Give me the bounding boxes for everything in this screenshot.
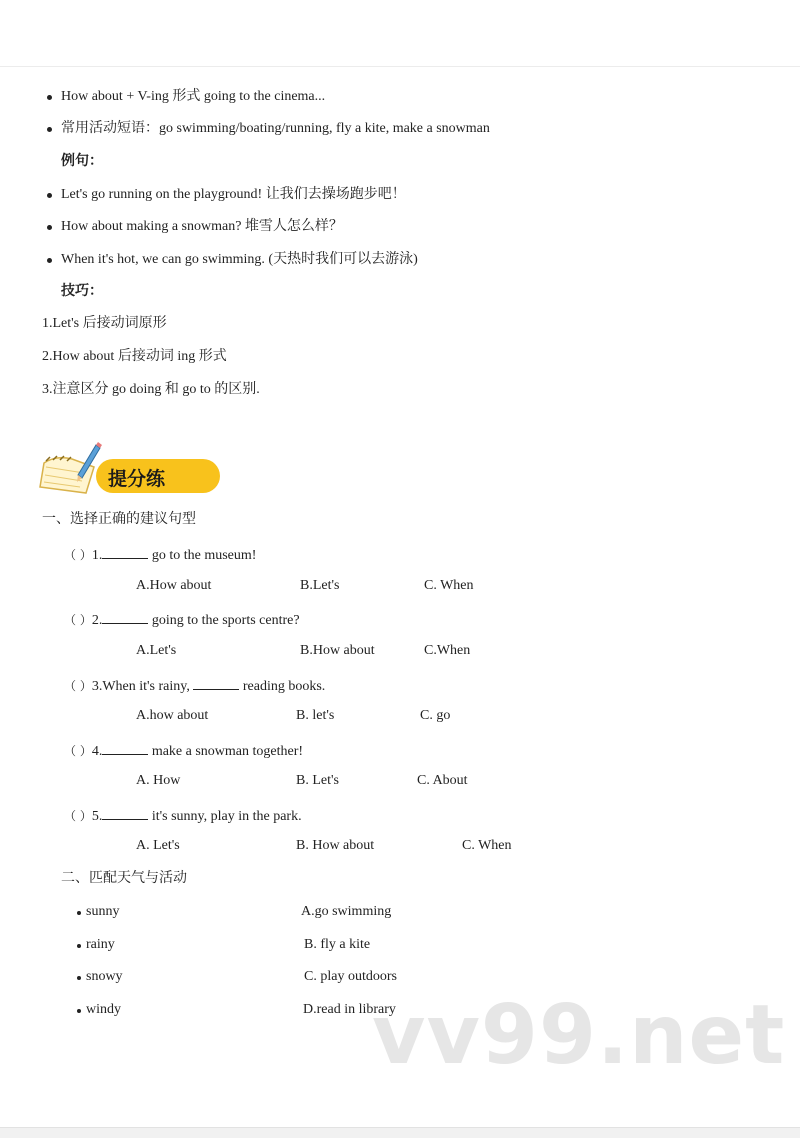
tips-heading: 技巧： (61, 284, 103, 299)
examples-heading: 例句： (61, 154, 103, 169)
question-number: 5. (91, 809, 103, 824)
answer-blank[interactable] (102, 805, 148, 820)
weather-item[interactable]: rainy (86, 937, 115, 952)
option-c[interactable]: C. When (462, 838, 512, 853)
bullet-dot (47, 225, 52, 230)
option-b[interactable]: B. Let's (296, 773, 339, 788)
answer-blank[interactable] (102, 740, 148, 755)
answer-blank[interactable] (102, 544, 148, 559)
question-4 (64, 740, 303, 761)
activity-item[interactable]: A.go swimming (301, 904, 392, 919)
option-b[interactable]: B. let's (296, 708, 335, 723)
bullet-dot (47, 193, 52, 198)
question-text-after: going to the sports centre? (148, 613, 300, 628)
note-bullet-2: 常用活动短语：go swimming/boating/running, fly a kite, make a snowman (61, 121, 490, 136)
weather-item[interactable]: snowy (86, 969, 123, 984)
weather-item[interactable]: windy (86, 1002, 121, 1017)
question-number: 2. (91, 613, 103, 628)
question-text-before: When it's rainy, (102, 679, 194, 694)
bullet-dot (77, 944, 81, 948)
question-text-after: it's sunny, play in the park. (148, 809, 302, 824)
practice-banner (36, 437, 192, 499)
activity-item[interactable]: B. fly a kite (304, 937, 371, 952)
option-b[interactable]: B.Let's (300, 578, 340, 593)
option-b[interactable]: B. How about (296, 838, 375, 853)
answer-blank[interactable] (102, 609, 148, 624)
question-text-after: make a snowman together! (148, 744, 304, 759)
question-1 (64, 544, 256, 565)
answer-bracket[interactable]: （ ） (64, 613, 92, 627)
tip-1: 1.Let's 后接动词原形 (42, 316, 167, 331)
section2-heading: 二、匹配天气与活动 (61, 871, 187, 886)
answer-bracket[interactable]: （ ） (64, 809, 92, 823)
option-c[interactable]: C.When (424, 643, 471, 658)
watermark: vv99.net (372, 988, 786, 1083)
bullet-dot (77, 1009, 81, 1013)
question-2 (64, 609, 300, 630)
example-3: When it's hot, we can go swimming. (天热时我们可以去游泳) (61, 252, 418, 267)
question-text-after: reading books. (239, 679, 326, 694)
example-1: Let's go running on the playground! 让我们去操场跑步吧！ (61, 187, 406, 202)
answer-blank[interactable] (193, 675, 239, 690)
bottom-divider (0, 1127, 800, 1138)
note-bullet-1: How about + V-ing 形式 going to the cinema... (61, 89, 326, 104)
option-c[interactable]: C. About (417, 773, 468, 788)
weather-item[interactable]: sunny (86, 904, 120, 919)
option-a[interactable]: A. How (136, 773, 181, 788)
option-c[interactable]: C. go (420, 708, 451, 723)
option-a[interactable]: A.how about (136, 708, 209, 723)
bullet-dot (47, 95, 52, 100)
answer-bracket[interactable]: （ ） (64, 679, 92, 693)
top-divider (0, 66, 800, 67)
bullet-dot (47, 258, 52, 263)
answer-bracket[interactable]: （ ） (64, 548, 92, 562)
question-number: 3. (91, 679, 103, 694)
option-a[interactable]: A. Let's (136, 838, 180, 853)
activity-item[interactable]: D.read in library (303, 1002, 396, 1017)
question-text-after: go to the museum! (148, 548, 257, 563)
bullet-dot (77, 976, 81, 980)
option-c[interactable]: C. When (424, 578, 474, 593)
activity-item[interactable]: C. play outdoors (304, 969, 397, 984)
bullet-dot (77, 911, 81, 915)
tip-2: 2.How about 后接动词 ing 形式 (42, 349, 227, 364)
tip-3: 3.注意区分 go doing 和 go to 的区别. (42, 382, 260, 397)
answer-bracket[interactable]: （ ） (64, 744, 92, 758)
option-a[interactable]: A.How about (136, 578, 212, 593)
banner-title: 提分练 (108, 468, 166, 490)
option-a[interactable]: A.Let's (136, 643, 177, 658)
bullet-dot (47, 127, 52, 132)
question-3 (64, 675, 325, 696)
question-number: 1. (91, 548, 103, 563)
example-2: How about making a snowman? 堆雪人怎么样？ (61, 219, 343, 234)
question-5 (64, 805, 302, 826)
section1-heading: 一、选择正确的建议句型 (42, 512, 196, 527)
option-b[interactable]: B.How about (300, 643, 375, 658)
question-number: 4. (91, 744, 103, 759)
